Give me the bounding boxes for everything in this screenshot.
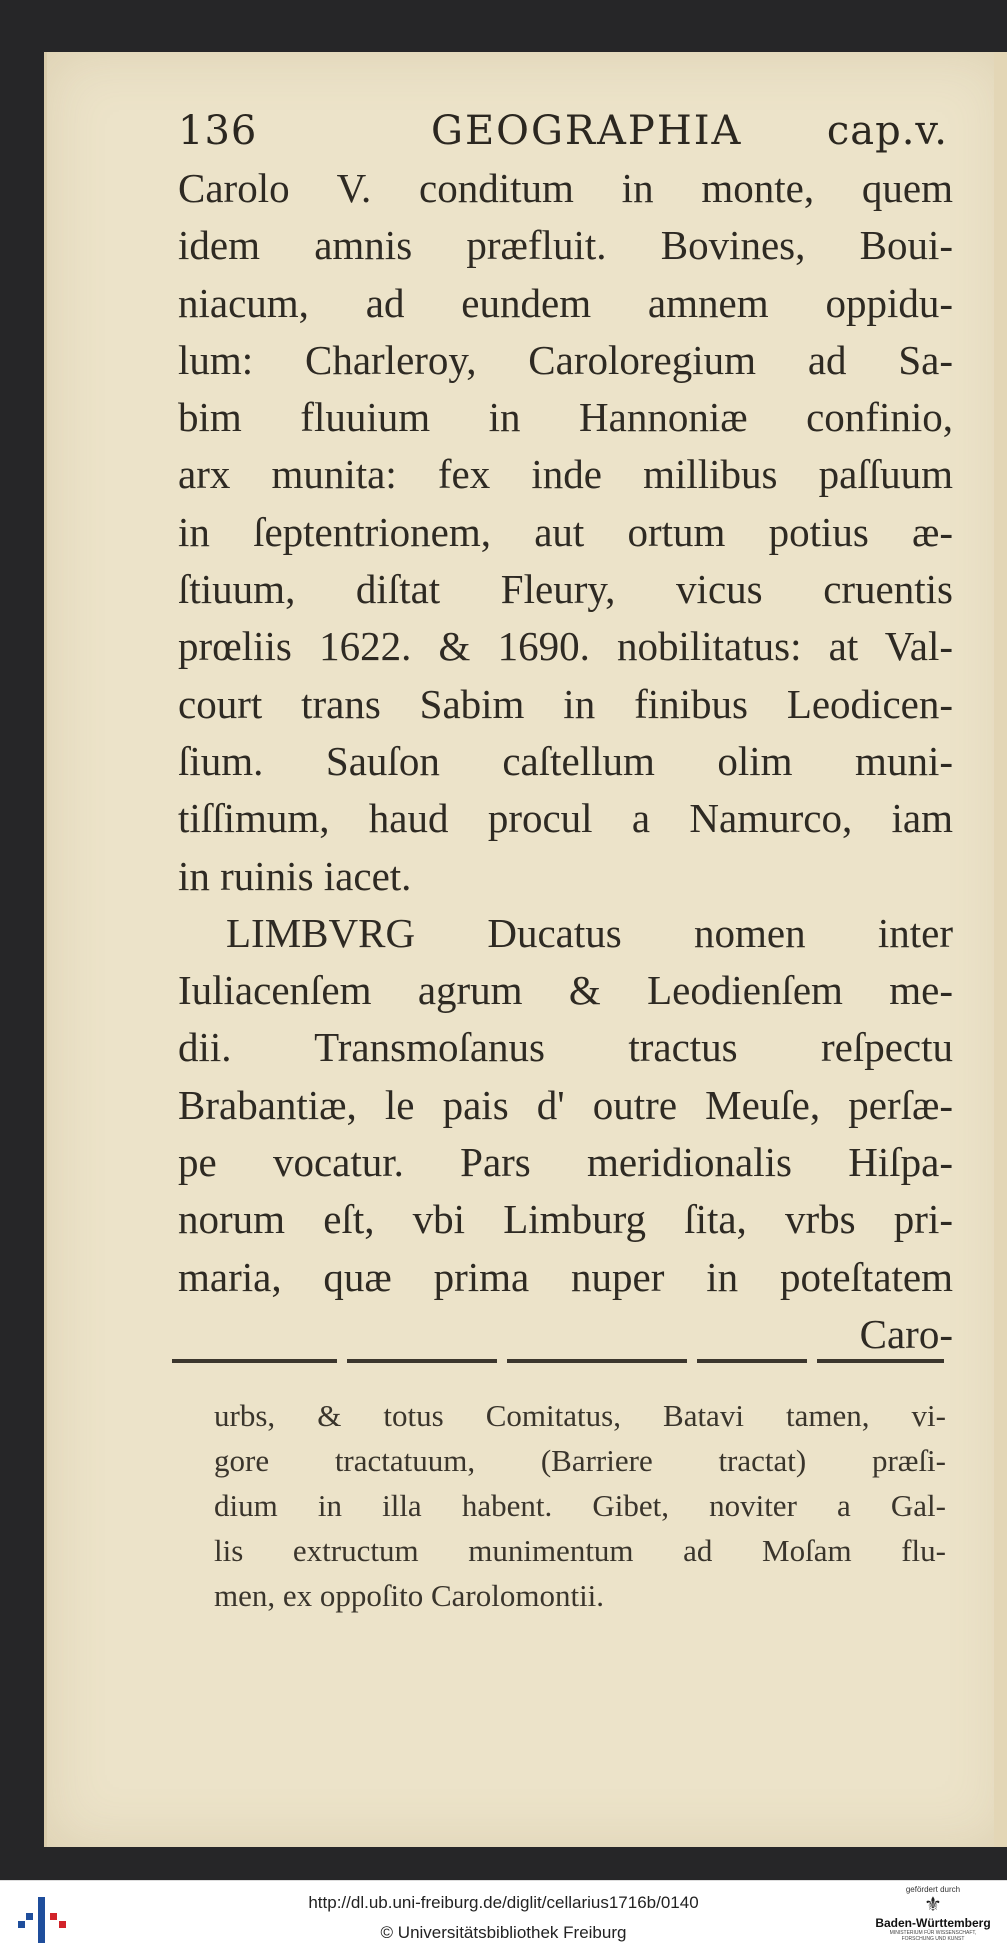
rule-segment xyxy=(172,1359,337,1363)
text-line: Brabantiæ, le pais d' outre Meuſe, perſæ- xyxy=(178,1081,953,1128)
text-line: ſtiuum, diſtat Fleury, vicus cruentis xyxy=(178,566,953,613)
rule-segment xyxy=(697,1359,807,1363)
page-number: 136 xyxy=(178,108,258,154)
text-line: maria, quæ prima nuper in poteſtatem xyxy=(178,1253,953,1300)
footnote-line: dium in illa habent. Gibet, noviter a Gal- xyxy=(214,1488,946,1523)
sponsor-caption: gefördert durch xyxy=(905,1885,961,1894)
text-line: dii. Transmoſanus tractus reſpectu xyxy=(178,1024,953,1071)
text-line: court trans Sabim in finibus Leodicen- xyxy=(178,680,953,727)
text-line: tiſſimum, haud procul a Namurco, iam xyxy=(178,795,953,842)
viewer-footer xyxy=(0,1880,1007,1954)
catchword: Caro- xyxy=(859,1310,953,1357)
chapter-label: cap.v. xyxy=(826,108,948,154)
text-line: bim fluuium in Hannoniæ confinio, xyxy=(178,394,953,441)
text-line: niacum, ad eundem amnem oppidu- xyxy=(178,279,953,326)
text-line: norum eſt, vbi Limburg ſita, vrbs pri- xyxy=(178,1196,953,1243)
running-header xyxy=(178,108,948,158)
rule-segment xyxy=(347,1359,497,1363)
footnote-line: lis extructum munimentum ad Moſam flu- xyxy=(214,1533,946,1568)
footnote-rule xyxy=(172,1359,944,1369)
rule-segment xyxy=(507,1359,687,1363)
text-line: lum: Charleroy, Caroloregium ad Sa- xyxy=(178,336,953,383)
text-line: prœliis 1622. & 1690. nobilitatus: at Val- xyxy=(178,623,953,670)
text-line: pe vocatur. Pars meridionalis Hiſpa- xyxy=(178,1139,953,1186)
footnote-line: gore tractatuum, (Barriere tractat) præſi- xyxy=(214,1443,946,1478)
sponsor-name: Baden-Württemberg xyxy=(875,1916,991,1930)
main-text xyxy=(178,160,953,1363)
permalink-url[interactable]: http://dl.ub.uni-freiburg.de/diglit/cellarius1716b/0140 xyxy=(308,1893,699,1912)
text-line: in ſeptentrionem, aut ortum potius æ- xyxy=(178,508,953,555)
text-line: Iuliacenſem agrum & Leodienſem me- xyxy=(178,967,953,1014)
text-line: LIMBVRG Ducatus nomen inter xyxy=(226,909,953,956)
footnote-line: men, ex oppoſito Carolomontii. xyxy=(214,1578,605,1613)
running-title: GEOGRAPHIA xyxy=(431,108,743,154)
footnote-line: urbs, & totus Comitatus, Batavi tamen, vi- xyxy=(214,1398,946,1433)
copyright-notice: © Universitätsbibliothek Freiburg xyxy=(380,1923,627,1942)
text-line: idem amnis præfluit. Bovines, Boui- xyxy=(178,222,953,269)
page-edge xyxy=(994,52,1007,1847)
text-line: ſium. Sauſon caſtellum olim muni- xyxy=(178,737,953,784)
footnote xyxy=(214,1393,946,1618)
rule-segment xyxy=(817,1359,944,1363)
coat-of-arms-icon: ⚜ xyxy=(924,1894,942,1916)
sponsor-logo[interactable] xyxy=(873,1885,993,1951)
text-line: in ruinis iacet. xyxy=(178,852,412,899)
sponsor-ministry: MINISTERIUM FÜR WISSENSCHAFT, FORSCHUNG UND KUNST xyxy=(889,1930,977,1942)
text-line: arx munita: fex inde millibus paſſuum xyxy=(178,451,953,498)
text-line: Carolo V. conditum in monte, quem xyxy=(178,165,953,211)
